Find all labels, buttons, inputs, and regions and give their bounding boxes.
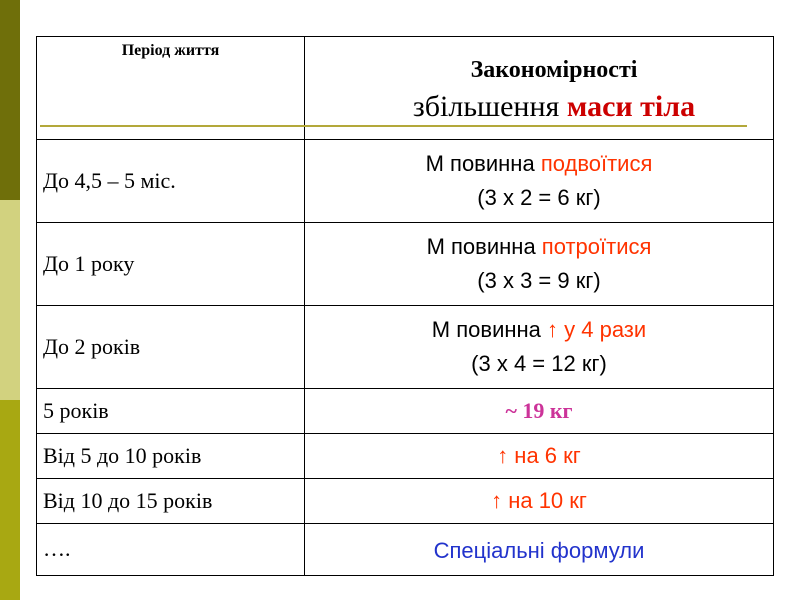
pattern-text: М повинна: [426, 234, 542, 259]
pattern-line-2: (3 х 4 = 12 кг): [471, 351, 607, 376]
decorative-bar-bottom: [0, 400, 20, 600]
pattern-line-1: [305, 313, 773, 347]
header-underline: [40, 125, 747, 127]
table-row: [37, 524, 774, 576]
header-title: Закономірності: [470, 57, 638, 83]
pattern-highlight: потроїтися: [541, 234, 652, 259]
weight-table: [36, 36, 774, 576]
pattern-cell: Спеціальні формули: [305, 524, 774, 576]
pattern-line-2: (3 х 2 = 6 кг): [477, 185, 601, 210]
period-cell: Від 5 до 10 років: [37, 434, 305, 479]
table-row: [37, 389, 774, 434]
table-row: [37, 223, 774, 306]
pattern-cell: [305, 223, 774, 306]
pattern-text: М повинна: [431, 317, 548, 342]
table-row: [37, 140, 774, 223]
period-cell: ….: [37, 524, 305, 576]
pattern-line-2: (3 х 3 = 9 кг): [477, 268, 601, 293]
period-cell: До 4,5 – 5 міс.: [37, 140, 305, 223]
decorative-bar-middle: [0, 200, 20, 400]
pattern-line-1: [305, 230, 773, 264]
pattern-text: М повинна: [425, 151, 541, 176]
table-row: [37, 479, 774, 524]
pattern-highlight: подвоїтися: [540, 151, 653, 176]
pattern-cell: ↑ на 10 кг: [305, 479, 774, 524]
period-cell: Від 10 до 15 років: [37, 479, 305, 524]
header-subtitle: [305, 90, 773, 124]
header-period-label: Період життя: [121, 42, 220, 59]
decorative-bar-top: [0, 0, 20, 200]
pattern-cell: [305, 306, 774, 389]
table-row: [37, 306, 774, 389]
period-cell: 5 років: [37, 389, 305, 434]
header-subtitle-accent: маси тіла: [566, 90, 696, 123]
header-subtitle-part1: збільшення: [412, 90, 567, 123]
pattern-line-1: [305, 147, 773, 181]
pattern-cell: ~ 19 кг: [305, 389, 774, 434]
pattern-cell: [305, 140, 774, 223]
pattern-highlight: ↑ у 4 рази: [547, 317, 647, 342]
pattern-cell: ↑ на 6 кг: [305, 434, 774, 479]
period-cell: До 1 року: [37, 223, 305, 306]
table-row: [37, 434, 774, 479]
period-cell: До 2 років: [37, 306, 305, 389]
